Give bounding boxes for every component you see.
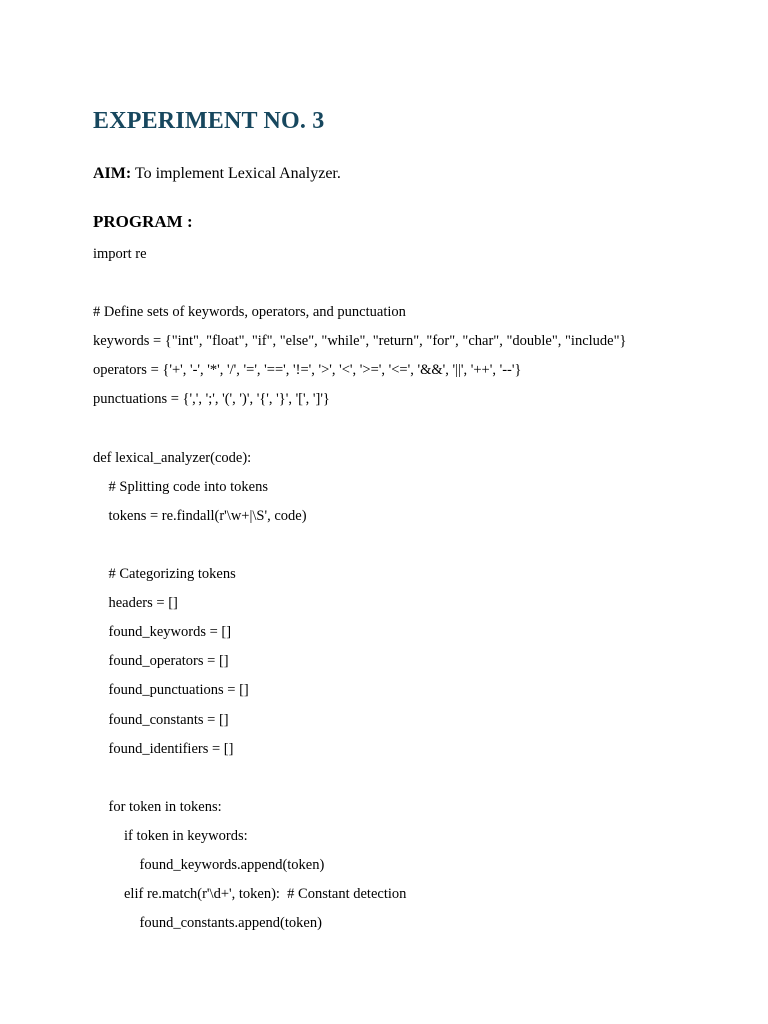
code-line: punctuations = {',', ';', '(', ')', '{', '}', '[', ']'} bbox=[93, 391, 330, 408]
aim-label: AIM: bbox=[93, 165, 132, 182]
code-line: if token in keywords: bbox=[124, 827, 248, 844]
code-line bbox=[93, 269, 626, 298]
code-line: # Define sets of keywords, operators, and punctuation bbox=[93, 304, 406, 321]
code-line: keywords = {"int", "float", "if", "else", "while", "return", "for", "char", "double", "include"} bbox=[93, 333, 627, 350]
code-line: # Categorizing tokens bbox=[108, 566, 236, 583]
code-line: found_keywords.append(token) bbox=[139, 856, 325, 873]
code-line: tokens = re.findall(r'\w+|\S', code) bbox=[108, 507, 307, 524]
code-line: headers = [] bbox=[108, 595, 178, 612]
aim-text: To implement Lexical Analyzer. bbox=[134, 165, 341, 182]
code-line: found_constants.append(token) bbox=[139, 915, 322, 932]
code-line: elif re.match(r'\d+', token): # Constant detection bbox=[124, 886, 407, 903]
code-line: def lexical_analyzer(code): bbox=[93, 449, 252, 466]
code-line bbox=[93, 415, 626, 444]
code-line: found_keywords = [] bbox=[108, 624, 232, 641]
experiment-title: EXPERIMENT NO. 3 bbox=[93, 108, 325, 134]
code-line: found_constants = [] bbox=[108, 711, 229, 728]
aim-line bbox=[93, 165, 341, 183]
code-line bbox=[93, 531, 626, 560]
code-line: found_identifiers = [] bbox=[108, 740, 234, 757]
code-line bbox=[93, 764, 626, 793]
code-line: for token in tokens: bbox=[108, 798, 222, 815]
code-line: import re bbox=[93, 246, 147, 262]
code-line: # Splitting code into tokens bbox=[108, 478, 268, 495]
code-line: found_punctuations = [] bbox=[108, 682, 249, 699]
program-heading: PROGRAM : bbox=[93, 212, 193, 231]
code-line: found_operators = [] bbox=[108, 653, 229, 670]
code-listing bbox=[93, 240, 626, 938]
code-line: operators = {'+', '-', '*', '/', '=', '==', '!=', '>', '<', '>=', '<=', '&&', '||', '++', '--'} bbox=[93, 362, 522, 379]
